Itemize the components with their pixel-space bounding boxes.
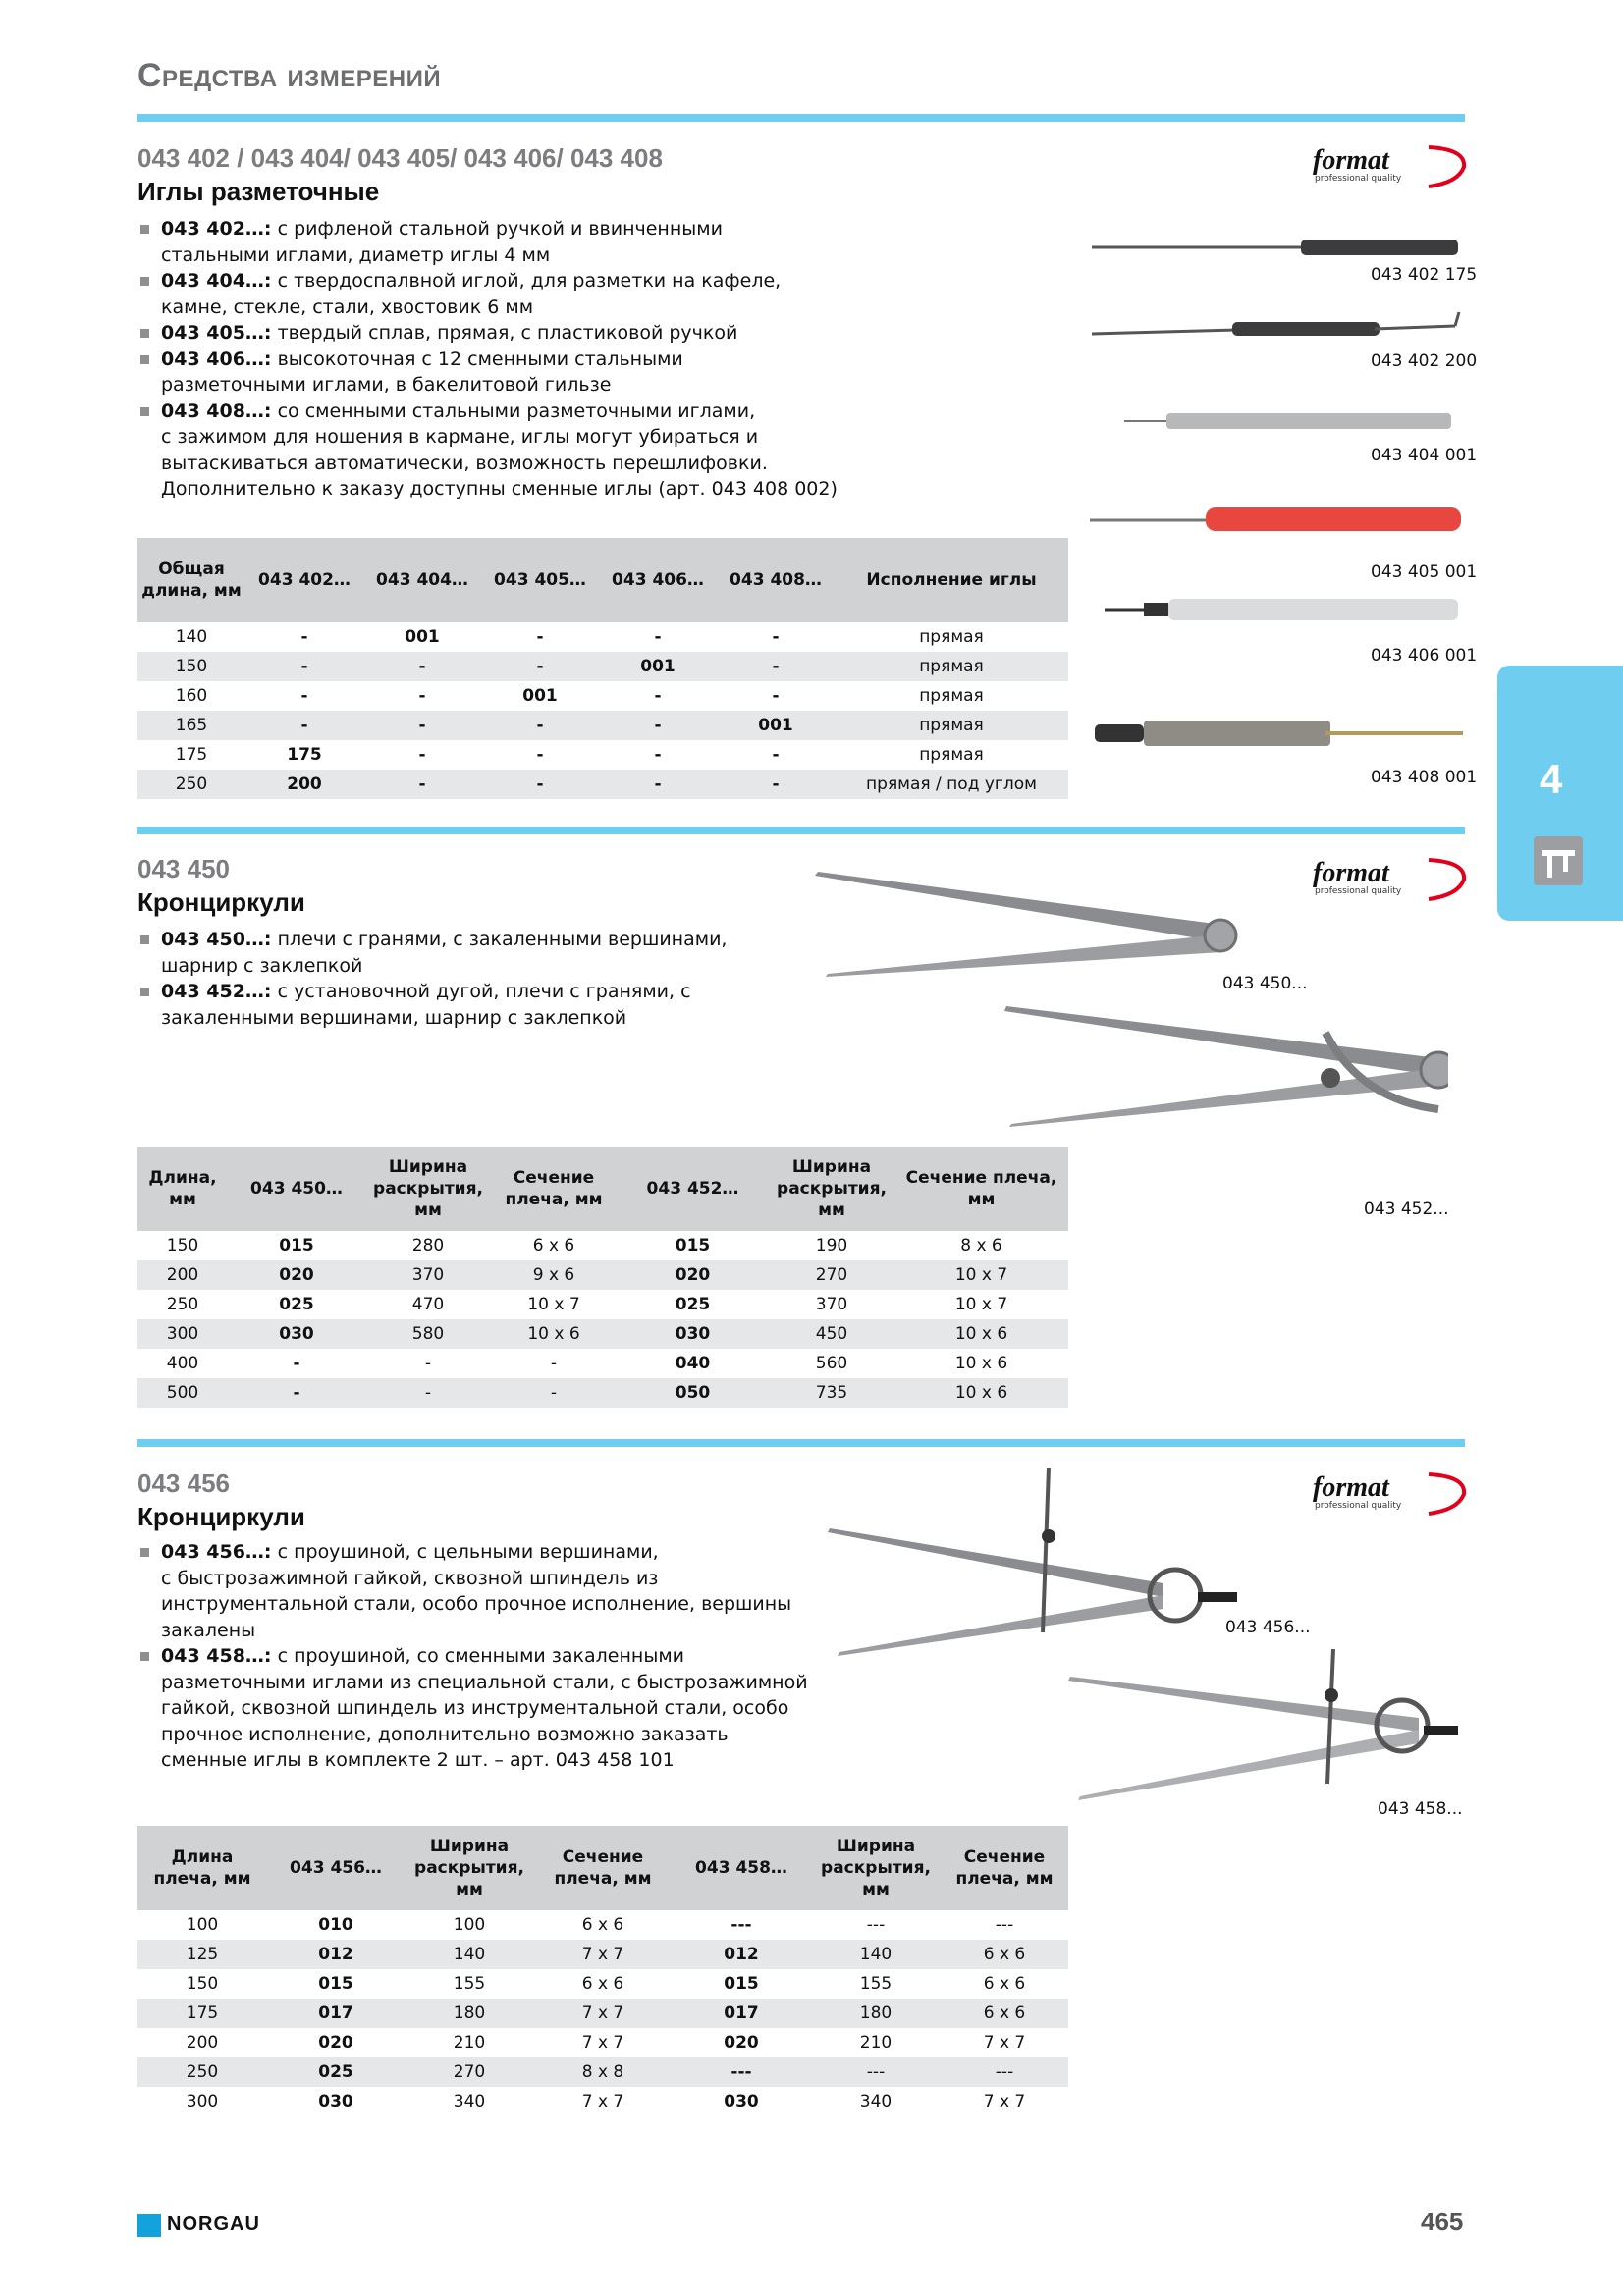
page-number: 465 — [1421, 2207, 1464, 2236]
page-title: Средства измерений — [137, 57, 442, 94]
chapter-number: 4 — [1540, 756, 1563, 802]
spring-divider-illustrations — [825, 1468, 1463, 1821]
feature-item: 043 458…: с проушиной, со сменными закаленными разметочными иглами из специальной стали, с быстрозажимной гайкой, сквозной шпиндель из инструментальной стали, особо прочное исполнение, дополнительно возможно заказать сменные иглы в комплекте 2 шт. – арт. 043 458 101 — [137, 1643, 808, 1774]
table-row: 175 017 180 7 x 7 017 180 6 x 6 — [137, 1999, 1068, 2028]
caliper-icon — [1534, 836, 1583, 885]
column-header: 043 402… — [245, 538, 363, 622]
feature-item: 043 402…: с рифленой стальной ручкой и ввинченными стальными иглами, диаметр иглы 4 мм — [137, 216, 838, 268]
feature-item: 043 408…: со сменными стальными разметочными иглами, с зажимом для ношения в кармане, иглы могут убираться и вытаскиваться автоматически, возможность перешлифовки. Дополнительно к заказу доступны сменные иглы (арт. 043 408 002) — [137, 399, 838, 503]
column-header: Ширина раскрытия, мм — [365, 1147, 491, 1231]
column-header: 043 408… — [717, 538, 835, 622]
section-2-code: 043 450 — [137, 854, 230, 883]
divider-spec-table — [137, 1147, 1068, 1408]
table-row: 250 025 270 8 x 8 --- --- --- — [137, 2057, 1068, 2087]
product-code-caption: 043 408 001 — [1371, 768, 1478, 787]
feature-item: 043 406…: высокоточная с 12 сменными стальными разметочными иглами, в бакелитовой гильзе — [137, 347, 838, 399]
column-header: 043 406… — [599, 538, 717, 622]
column-header: Сечение плеча, мм — [491, 1147, 617, 1231]
column-header: 043 450… — [228, 1147, 365, 1231]
svg-text:professional quality: professional quality — [1315, 1501, 1402, 1511]
section-1-code: 043 402 / 043 404/ 043 405/ 043 406/ 043 408 — [137, 143, 663, 173]
product-code-caption: 043 458... — [1378, 1799, 1463, 1819]
column-header: Ширина раскрытия, мм — [811, 1826, 941, 1910]
product-code-caption: 043 402 175 — [1371, 265, 1478, 285]
feature-item: 043 452…: с установочной дугой, плечи с гранями, с закаленными вершинами, шарнир с заклепкой — [137, 979, 727, 1031]
section-divider — [137, 1439, 1465, 1447]
column-header: 043 456… — [267, 1826, 405, 1910]
table-row: 140 - 001 - - - прямая — [175, 627, 984, 647]
spring-divider-spec-table — [137, 1826, 1068, 2116]
feature-item: 043 404…: с твердоспалвной иглой, для разметки на кафеле, камне, стекле, стали, хвостовик 6 мм — [137, 268, 838, 320]
product-code-caption: 043 402 200 — [1371, 351, 1478, 371]
header-divider — [137, 114, 1465, 122]
section-3-feature-list — [137, 1539, 808, 1774]
section-divider — [137, 827, 1465, 834]
table-row: 165 - - - - 001 прямая — [137, 711, 1068, 740]
table-row: 100 010 100 6 x 6 --- --- --- — [186, 1915, 1014, 1935]
column-header: Ширина раскрытия, мм — [769, 1147, 894, 1231]
norgau-brand: NORGAU — [167, 2214, 260, 2235]
table-row: 150 - - - 001 - прямая — [137, 652, 1068, 681]
table-row: 250 200 - - - - прямая / под углом — [137, 770, 1068, 799]
table-row: 250 025 470 10 x 7 025 370 10 x 7 — [166, 1295, 1008, 1314]
table-row: 500 - - - 050 735 10 x 6 — [137, 1378, 1068, 1408]
divider-illustrations — [810, 864, 1448, 1139]
product-code-caption: 043 404 001 — [1371, 446, 1478, 465]
table-row: 300 030 340 7 x 7 030 340 7 x 7 — [186, 2092, 1026, 2111]
column-header: Сечение плеча, мм — [894, 1147, 1068, 1231]
column-header: 043 405… — [481, 538, 599, 622]
section-1-title: Иглы разметочные — [137, 177, 380, 206]
section-2-title: Кронциркули — [137, 887, 305, 917]
section-2-feature-list — [137, 927, 727, 1031]
feature-item: 043 405…: твердый сплав, прямая, с пластиковой ручкой — [137, 320, 838, 347]
column-header: Сечение плеча, мм — [534, 1826, 672, 1910]
svg-text:professional quality: professional quality — [1315, 886, 1402, 896]
feature-item: 043 450…: плечи с гранями, с закаленными вершинами, шарнир с заклепкой — [137, 927, 727, 979]
svg-text:format: format — [1313, 858, 1389, 888]
column-header: 043 458… — [672, 1826, 811, 1910]
column-header: Исполнение иглы — [835, 538, 1068, 622]
section-3-title: Кронциркули — [137, 1502, 305, 1531]
column-header: Общая длина, мм — [137, 538, 245, 622]
section-3-code: 043 456 — [137, 1468, 230, 1498]
product-code-caption: 043 450... — [1222, 974, 1308, 993]
column-header: Ширина раскрытия, мм — [405, 1826, 534, 1910]
norgau-logo-mark — [137, 2214, 161, 2237]
product-code-caption: 043 406 001 — [1371, 646, 1478, 666]
svg-text:professional quality: professional quality — [1315, 174, 1402, 184]
column-header: 043 452… — [617, 1147, 769, 1231]
table-row: 150 015 155 6 x 6 015 155 6 x 6 — [186, 1974, 1026, 1994]
product-code-caption: 043 456... — [1225, 1618, 1311, 1637]
column-header: Длина плеча, мм — [137, 1826, 267, 1910]
product-code-caption: 043 405 001 — [1371, 562, 1478, 582]
svg-text:format: format — [1313, 145, 1389, 176]
format-logo — [1311, 143, 1468, 188]
table-row: 200 020 370 9 x 6 020 270 10 x 7 — [137, 1260, 1068, 1290]
section-1-feature-list — [137, 216, 838, 503]
column-header: Сечение плеча, мм — [941, 1826, 1068, 1910]
feature-item: 043 456…: с проушиной, с цельными вершинами, с быстрозажимной гайкой, сквозной шпиндель из инструментальной стали, особо прочное исполнение, вершины закалены — [137, 1539, 808, 1643]
product-code-caption: 043 452... — [1364, 1200, 1449, 1219]
table-row: 200 020 210 7 x 7 020 210 7 x 7 — [186, 2033, 1026, 2053]
svg-text:format: format — [1313, 1472, 1389, 1503]
table-row: 160 - - 001 - - прямая — [175, 686, 984, 706]
scriber-spec-table — [137, 538, 1068, 799]
column-header: Длина, мм — [137, 1147, 228, 1231]
table-row: 400 - - - 040 560 10 x 6 — [166, 1354, 1008, 1373]
column-header: 043 404… — [363, 538, 481, 622]
table-row: 125 012 140 7 x 7 012 140 6 x 6 — [137, 1940, 1068, 1969]
table-row: 150 015 280 6 x 6 015 190 8 x 6 — [166, 1236, 1002, 1255]
table-row: 175 175 - - - - прямая — [175, 745, 984, 765]
table-row: 300 030 580 10 x 6 030 450 10 x 6 — [137, 1319, 1068, 1349]
scriber-illustrations — [1090, 228, 1468, 758]
